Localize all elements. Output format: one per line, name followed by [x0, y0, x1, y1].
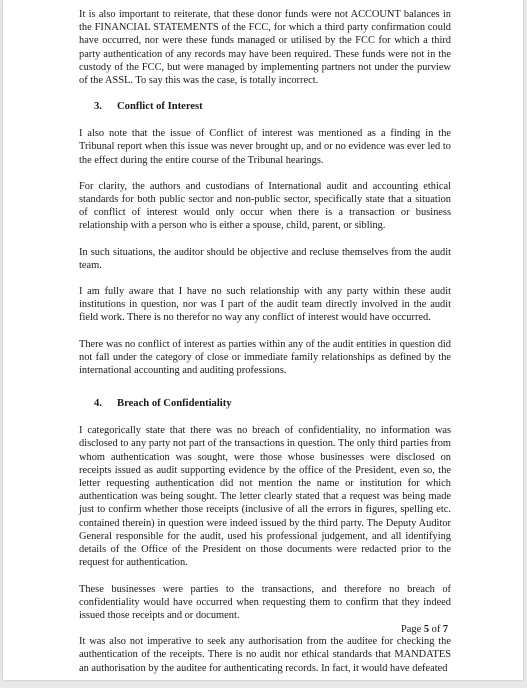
section-heading-conflict-of-interest: [79, 100, 451, 114]
page-content: [79, 8, 451, 688]
page-current: 5: [423, 624, 430, 635]
paragraph: These businesses were parties to the transactions, and therefore no breach of confidentiality would have occurred when requesting them to confirm that they indeed issued those receipts and or document.: [79, 583, 451, 621]
paragraph: There was no conflict of interest as parties within any of the audit entities in question did not fall under the category of close or immediate family relationships as defined by the international accounting and auditing professions.: [79, 338, 451, 377]
paragraph: I also note that the issue of Conflict of interest was mentioned as a finding in the Tribunal report when this issue was never brought up, and or no evidence was ever led to the effect during the entire course of the Tribunal hearings.: [79, 128, 451, 166]
document-page: [3, 0, 523, 680]
paragraph: For clarity, the authors and custodians of International audit and accounting ethical standards for both public sector and non-public sector, specifically state that a situation of conflict of interest would only occur when there is a transaction or business relationship with a person who is either a spouse, child, parent, or sibling.: [79, 180, 451, 232]
section-heading-breach-of-confidentiality: [79, 397, 451, 411]
paragraph: It was also not imperative to seek any authorisation from the auditee for checking the authentication of the receipts. There is no audit nor ethical standards that MANDATES an authorisation by the auditee for authenticating records. In fact, it would have defeated: [79, 636, 451, 674]
page-number-footer: [401, 624, 448, 635]
of-word: of: [431, 624, 441, 635]
section-number: 4.: [94, 398, 102, 410]
section-title: Conflict of Interest: [117, 101, 203, 113]
intro-paragraph: It is also important to reiterate, that these donor funds were not ACCOUNT balances in the FINANCIAL STATEMENTS of the FCC, for which a third party confirmation could have occurred, nor were these funds managed or utilised by the FCC for which a third party authentication of any records may have been required. These funds were not in the custody of the FCC, but were managed by implementing partners not under the purview of the ASSL. To say this was the case, is totally incorrect.: [79, 9, 451, 87]
paragraph: I am fully aware that I have no such relationship with any party within these audit institutions in question, nor was I part of the audit team directly involved in the audit field work. There is no therefor no way any conflict of interest would have occurred.: [79, 286, 451, 324]
section-number: 3.: [94, 101, 102, 113]
paragraph: I categorically state that there was no breach of confidentiality, no information was disclosed to any party not part of the transactions in question. The only third parties from whom authentication was sought, were those whose businesses were disclosed on receipts issued as audit supporting evidence by the office of the President, even so, the letter requesting authentication did not mention the name or institution for which authentication was being sought. The letter clearly stated that a request was being made just to confirm whether those receipts (inclusive of all the errors in figures, spelling etc. contained therein) in question were indeed issued by the third party. The Deputy Auditor General responsible for the audit, used his professional judgement, and all identifying details of the Office of the President on those documents were redacted prior to the request for authentication.: [79, 425, 451, 569]
page-total: 7: [442, 624, 449, 635]
section-title: Breach of Confidentiality: [117, 398, 232, 410]
page-word: Page: [401, 624, 422, 635]
paragraph: In such situations, the auditor should be objective and recluse themselves from the audit team.: [79, 246, 451, 271]
